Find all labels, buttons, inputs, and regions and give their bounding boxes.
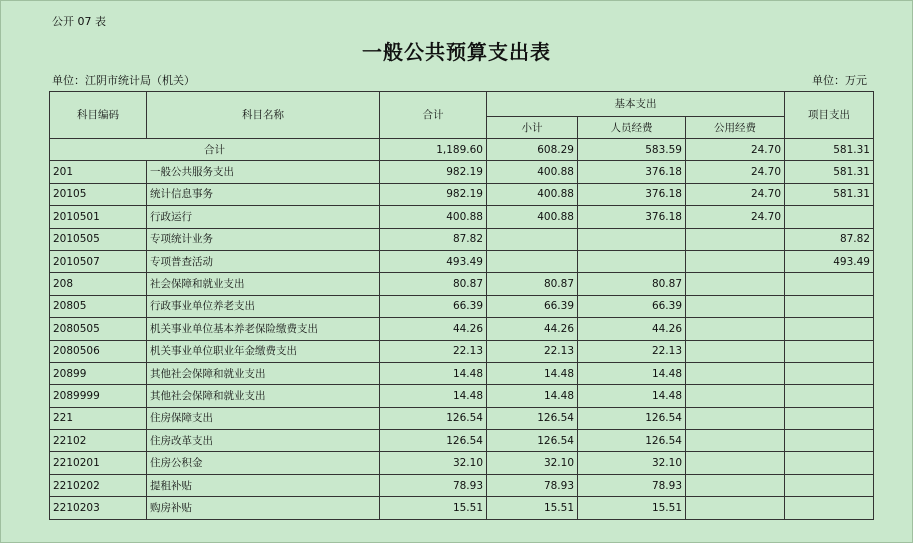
total-cell: 78.93 bbox=[380, 474, 487, 496]
personnel-cell bbox=[578, 228, 686, 250]
header-public: 公用经费 bbox=[686, 117, 785, 139]
name-cell: 行政运行 bbox=[147, 206, 380, 228]
subtotal-cell bbox=[487, 228, 578, 250]
subtotal-cell: 126.54 bbox=[487, 407, 578, 429]
public-cell: 24.70 bbox=[686, 206, 785, 228]
name-cell: 其他社会保障和就业支出 bbox=[147, 385, 380, 407]
project-cell bbox=[785, 474, 874, 496]
project-cell bbox=[785, 385, 874, 407]
table-row bbox=[50, 362, 874, 384]
code-cell: 201 bbox=[50, 161, 147, 183]
total-cell: 14.48 bbox=[380, 362, 487, 384]
personnel-cell: 126.54 bbox=[578, 430, 686, 452]
total-cell: 982.19 bbox=[380, 183, 487, 205]
project-cell bbox=[785, 362, 874, 384]
total-cell: 15.51 bbox=[380, 497, 487, 519]
table-row bbox=[50, 250, 874, 272]
public-cell bbox=[686, 228, 785, 250]
personnel-cell bbox=[578, 250, 686, 272]
project-cell bbox=[785, 497, 874, 519]
header-basic-expenditure: 基本支出 bbox=[487, 92, 785, 117]
project-cell bbox=[785, 273, 874, 295]
name-cell: 机关事业单位职业年金缴费支出 bbox=[147, 340, 380, 362]
total-cell: 982.19 bbox=[380, 161, 487, 183]
table-row bbox=[50, 161, 874, 183]
public-cell bbox=[686, 385, 785, 407]
name-cell: 提租补贴 bbox=[147, 474, 380, 496]
code-cell: 22102 bbox=[50, 430, 147, 452]
subtotal-cell: 15.51 bbox=[487, 497, 578, 519]
personnel-cell: 376.18 bbox=[578, 161, 686, 183]
code-cell: 2210201 bbox=[50, 452, 147, 474]
subtotal-cell: 66.39 bbox=[487, 295, 578, 317]
name-cell: 机关事业单位基本养老保险缴费支出 bbox=[147, 318, 380, 340]
project-cell: 581.31 bbox=[785, 183, 874, 205]
code-cell: 2210203 bbox=[50, 497, 147, 519]
total-cell: 66.39 bbox=[380, 295, 487, 317]
project-cell: 581.31 bbox=[785, 161, 874, 183]
name-cell: 住房改革支出 bbox=[147, 430, 380, 452]
total-cell: 1,189.60 bbox=[380, 139, 487, 161]
public-cell bbox=[686, 430, 785, 452]
table-row bbox=[50, 183, 874, 205]
public-cell bbox=[686, 474, 785, 496]
table-row bbox=[50, 228, 874, 250]
project-cell bbox=[785, 407, 874, 429]
subtotal-cell: 400.88 bbox=[487, 161, 578, 183]
personnel-cell: 376.18 bbox=[578, 183, 686, 205]
total-cell: 493.49 bbox=[380, 250, 487, 272]
public-cell bbox=[686, 497, 785, 519]
total-personnel-cell: 583.59 bbox=[578, 139, 686, 161]
subtotal-cell bbox=[487, 250, 578, 272]
public-cell bbox=[686, 452, 785, 474]
name-cell: 统计信息事务 bbox=[147, 183, 380, 205]
subtotal-cell: 78.93 bbox=[487, 474, 578, 496]
header-name: 科目名称 bbox=[147, 92, 380, 139]
table-row bbox=[50, 452, 874, 474]
personnel-cell: 32.10 bbox=[578, 452, 686, 474]
table-row bbox=[50, 385, 874, 407]
table-row bbox=[50, 407, 874, 429]
public-cell bbox=[686, 340, 785, 362]
code-cell: 221 bbox=[50, 407, 147, 429]
code-cell: 2210202 bbox=[50, 474, 147, 496]
total-cell: 400.88 bbox=[380, 206, 487, 228]
public-cell: 24.70 bbox=[686, 161, 785, 183]
table-row bbox=[50, 474, 874, 496]
table-row bbox=[50, 295, 874, 317]
total-cell: 126.54 bbox=[380, 407, 487, 429]
project-cell bbox=[785, 430, 874, 452]
total-row bbox=[50, 139, 874, 161]
code-cell: 20105 bbox=[50, 183, 147, 205]
subtotal-cell: 14.48 bbox=[487, 385, 578, 407]
personnel-cell: 14.48 bbox=[578, 362, 686, 384]
table-row bbox=[50, 497, 874, 519]
name-cell: 一般公共服务支出 bbox=[147, 161, 380, 183]
code-cell: 2080506 bbox=[50, 340, 147, 362]
project-cell: 87.82 bbox=[785, 228, 874, 250]
total-cell: 87.82 bbox=[380, 228, 487, 250]
public-cell bbox=[686, 250, 785, 272]
subtotal-cell: 400.88 bbox=[487, 206, 578, 228]
total-cell: 80.87 bbox=[380, 273, 487, 295]
name-cell: 专项普查活动 bbox=[147, 250, 380, 272]
header-project-expenditure: 项目支出 bbox=[785, 92, 874, 139]
personnel-cell: 14.48 bbox=[578, 385, 686, 407]
table-row bbox=[50, 206, 874, 228]
public-cell bbox=[686, 362, 785, 384]
personnel-cell: 66.39 bbox=[578, 295, 686, 317]
personnel-cell: 80.87 bbox=[578, 273, 686, 295]
total-label: 合计 bbox=[50, 139, 380, 161]
code-cell: 20805 bbox=[50, 295, 147, 317]
code-cell: 2089999 bbox=[50, 385, 147, 407]
document-code: 公开 07 表 bbox=[52, 15, 106, 28]
name-cell: 社会保障和就业支出 bbox=[147, 273, 380, 295]
code-cell: 2010507 bbox=[50, 250, 147, 272]
subtotal-cell: 400.88 bbox=[487, 183, 578, 205]
header-total: 合计 bbox=[380, 92, 487, 139]
header-subtotal: 小计 bbox=[487, 117, 578, 139]
personnel-cell: 376.18 bbox=[578, 206, 686, 228]
total-cell: 14.48 bbox=[380, 385, 487, 407]
name-cell: 其他社会保障和就业支出 bbox=[147, 362, 380, 384]
code-cell: 2010505 bbox=[50, 228, 147, 250]
personnel-cell: 15.51 bbox=[578, 497, 686, 519]
name-cell: 购房补贴 bbox=[147, 497, 380, 519]
total-cell: 32.10 bbox=[380, 452, 487, 474]
name-cell: 住房保障支出 bbox=[147, 407, 380, 429]
code-cell: 208 bbox=[50, 273, 147, 295]
subtotal-cell: 22.13 bbox=[487, 340, 578, 362]
public-cell bbox=[686, 407, 785, 429]
name-cell: 行政事业单位养老支出 bbox=[147, 295, 380, 317]
budget-table bbox=[49, 91, 874, 520]
subtotal-cell: 44.26 bbox=[487, 318, 578, 340]
total-cell: 126.54 bbox=[380, 430, 487, 452]
name-cell: 住房公积金 bbox=[147, 452, 380, 474]
project-cell bbox=[785, 295, 874, 317]
project-cell bbox=[785, 206, 874, 228]
total-subtotal-cell: 608.29 bbox=[487, 139, 578, 161]
document-title: 一般公共预算支出表 bbox=[362, 40, 551, 64]
total-public-cell: 24.70 bbox=[686, 139, 785, 161]
header-code: 科目编码 bbox=[50, 92, 147, 139]
name-cell: 专项统计业务 bbox=[147, 228, 380, 250]
total-cell: 22.13 bbox=[380, 340, 487, 362]
personnel-cell: 126.54 bbox=[578, 407, 686, 429]
total-cell: 44.26 bbox=[380, 318, 487, 340]
project-cell bbox=[785, 340, 874, 362]
unit-currency: 单位：万元 bbox=[812, 74, 867, 87]
unit-department: 单位：江阴市统计局（机关） bbox=[52, 74, 195, 87]
total-project-cell: 581.31 bbox=[785, 139, 874, 161]
project-cell: 493.49 bbox=[785, 250, 874, 272]
public-cell bbox=[686, 273, 785, 295]
subtotal-cell: 14.48 bbox=[487, 362, 578, 384]
code-cell: 20899 bbox=[50, 362, 147, 384]
project-cell bbox=[785, 318, 874, 340]
code-cell: 2010501 bbox=[50, 206, 147, 228]
public-cell bbox=[686, 295, 785, 317]
personnel-cell: 22.13 bbox=[578, 340, 686, 362]
personnel-cell: 44.26 bbox=[578, 318, 686, 340]
header-personnel: 人员经费 bbox=[578, 117, 686, 139]
table-row bbox=[50, 273, 874, 295]
public-cell bbox=[686, 318, 785, 340]
project-cell bbox=[785, 452, 874, 474]
subtotal-cell: 32.10 bbox=[487, 452, 578, 474]
subtotal-cell: 126.54 bbox=[487, 430, 578, 452]
table-row bbox=[50, 318, 874, 340]
subtotal-cell: 80.87 bbox=[487, 273, 578, 295]
personnel-cell: 78.93 bbox=[578, 474, 686, 496]
public-cell: 24.70 bbox=[686, 183, 785, 205]
table-row bbox=[50, 430, 874, 452]
table-row bbox=[50, 340, 874, 362]
code-cell: 2080505 bbox=[50, 318, 147, 340]
